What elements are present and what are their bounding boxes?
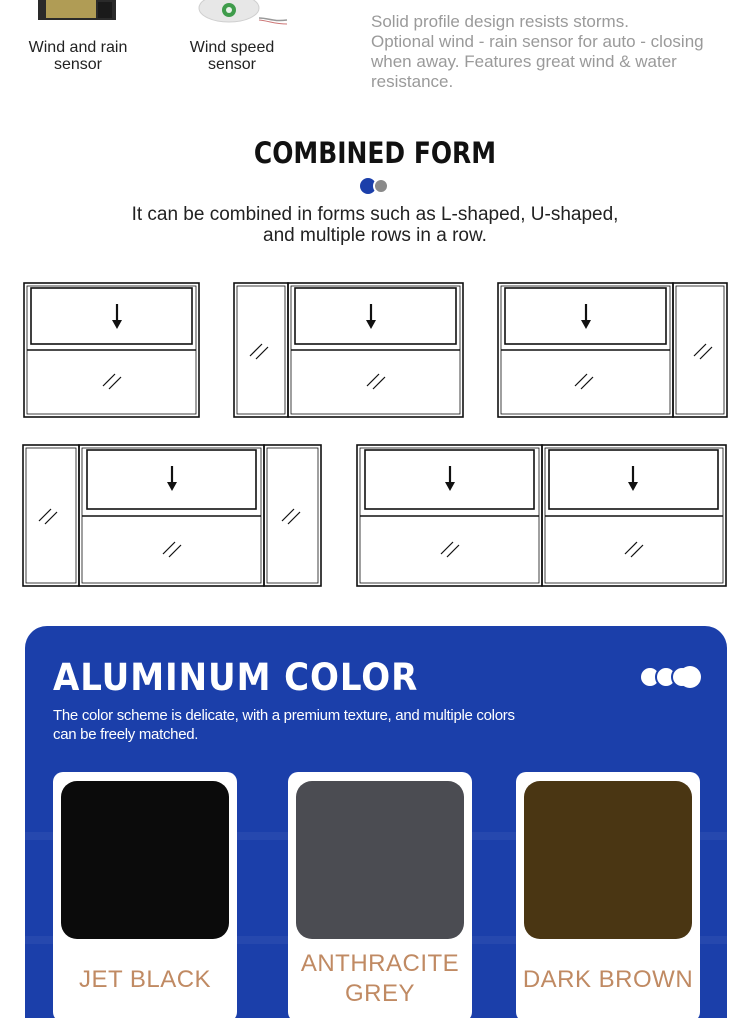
color-swatch-name — [53, 965, 237, 995]
aluminum-color-description-line: The color scheme is delicate, with a premium texture, and multiple colors — [53, 707, 515, 724]
decor-dot — [679, 666, 701, 688]
combined-form-description-line: and multiple rows in a row. — [263, 225, 487, 246]
aluminum-color-description — [53, 706, 573, 744]
color-swatch — [524, 781, 692, 939]
panel-decor-dots — [639, 666, 703, 690]
color-swatch-card[interactable] — [288, 772, 472, 1018]
sensor-label-line: sensor — [207, 56, 257, 73]
color-swatch-card[interactable] — [53, 772, 237, 1018]
sensor-label-line: sensor — [53, 56, 103, 73]
sensor-description-line: Solid profile design resists storms. — [371, 12, 629, 31]
sensor-description-line: when away. Features great wind & water — [371, 52, 677, 71]
swatch-name-line: DARK BROWN — [522, 966, 694, 993]
color-swatch — [296, 781, 464, 939]
aluminum-color-description-line: can be freely matched. — [53, 726, 199, 743]
combined-form-title: COMBINED FORM — [253, 136, 497, 170]
swatch-name-line: JET BLACK — [78, 966, 212, 993]
color-swatch-name — [288, 949, 472, 1009]
window-config-left-side — [234, 283, 463, 417]
sensor-label-line: Wind speed — [189, 39, 275, 56]
window-config-single — [24, 283, 199, 417]
combined-form-description-line: It can be combined in forms such as L-shaped, U-shaped, — [131, 204, 619, 225]
aluminum-color-panel — [25, 626, 727, 1018]
color-swatch-name — [516, 965, 700, 995]
swatch-name-line: ANTHRACITE — [300, 950, 460, 977]
sensor-description-line: resistance. — [371, 72, 454, 91]
sensor-label-line: Wind and rain — [28, 39, 128, 56]
swatch-name-line: GREY — [344, 980, 415, 1007]
aluminum-color-title: ALUMINUM COLOR — [53, 656, 419, 699]
color-swatch-card[interactable] — [516, 772, 700, 1018]
window-config-right-side — [498, 283, 727, 417]
color-swatch — [61, 781, 229, 939]
window-config-double-row — [357, 445, 726, 586]
window-config-u-shaped — [23, 445, 321, 586]
sensor-description-line: Optional wind - rain sensor for auto - closing — [371, 32, 704, 51]
